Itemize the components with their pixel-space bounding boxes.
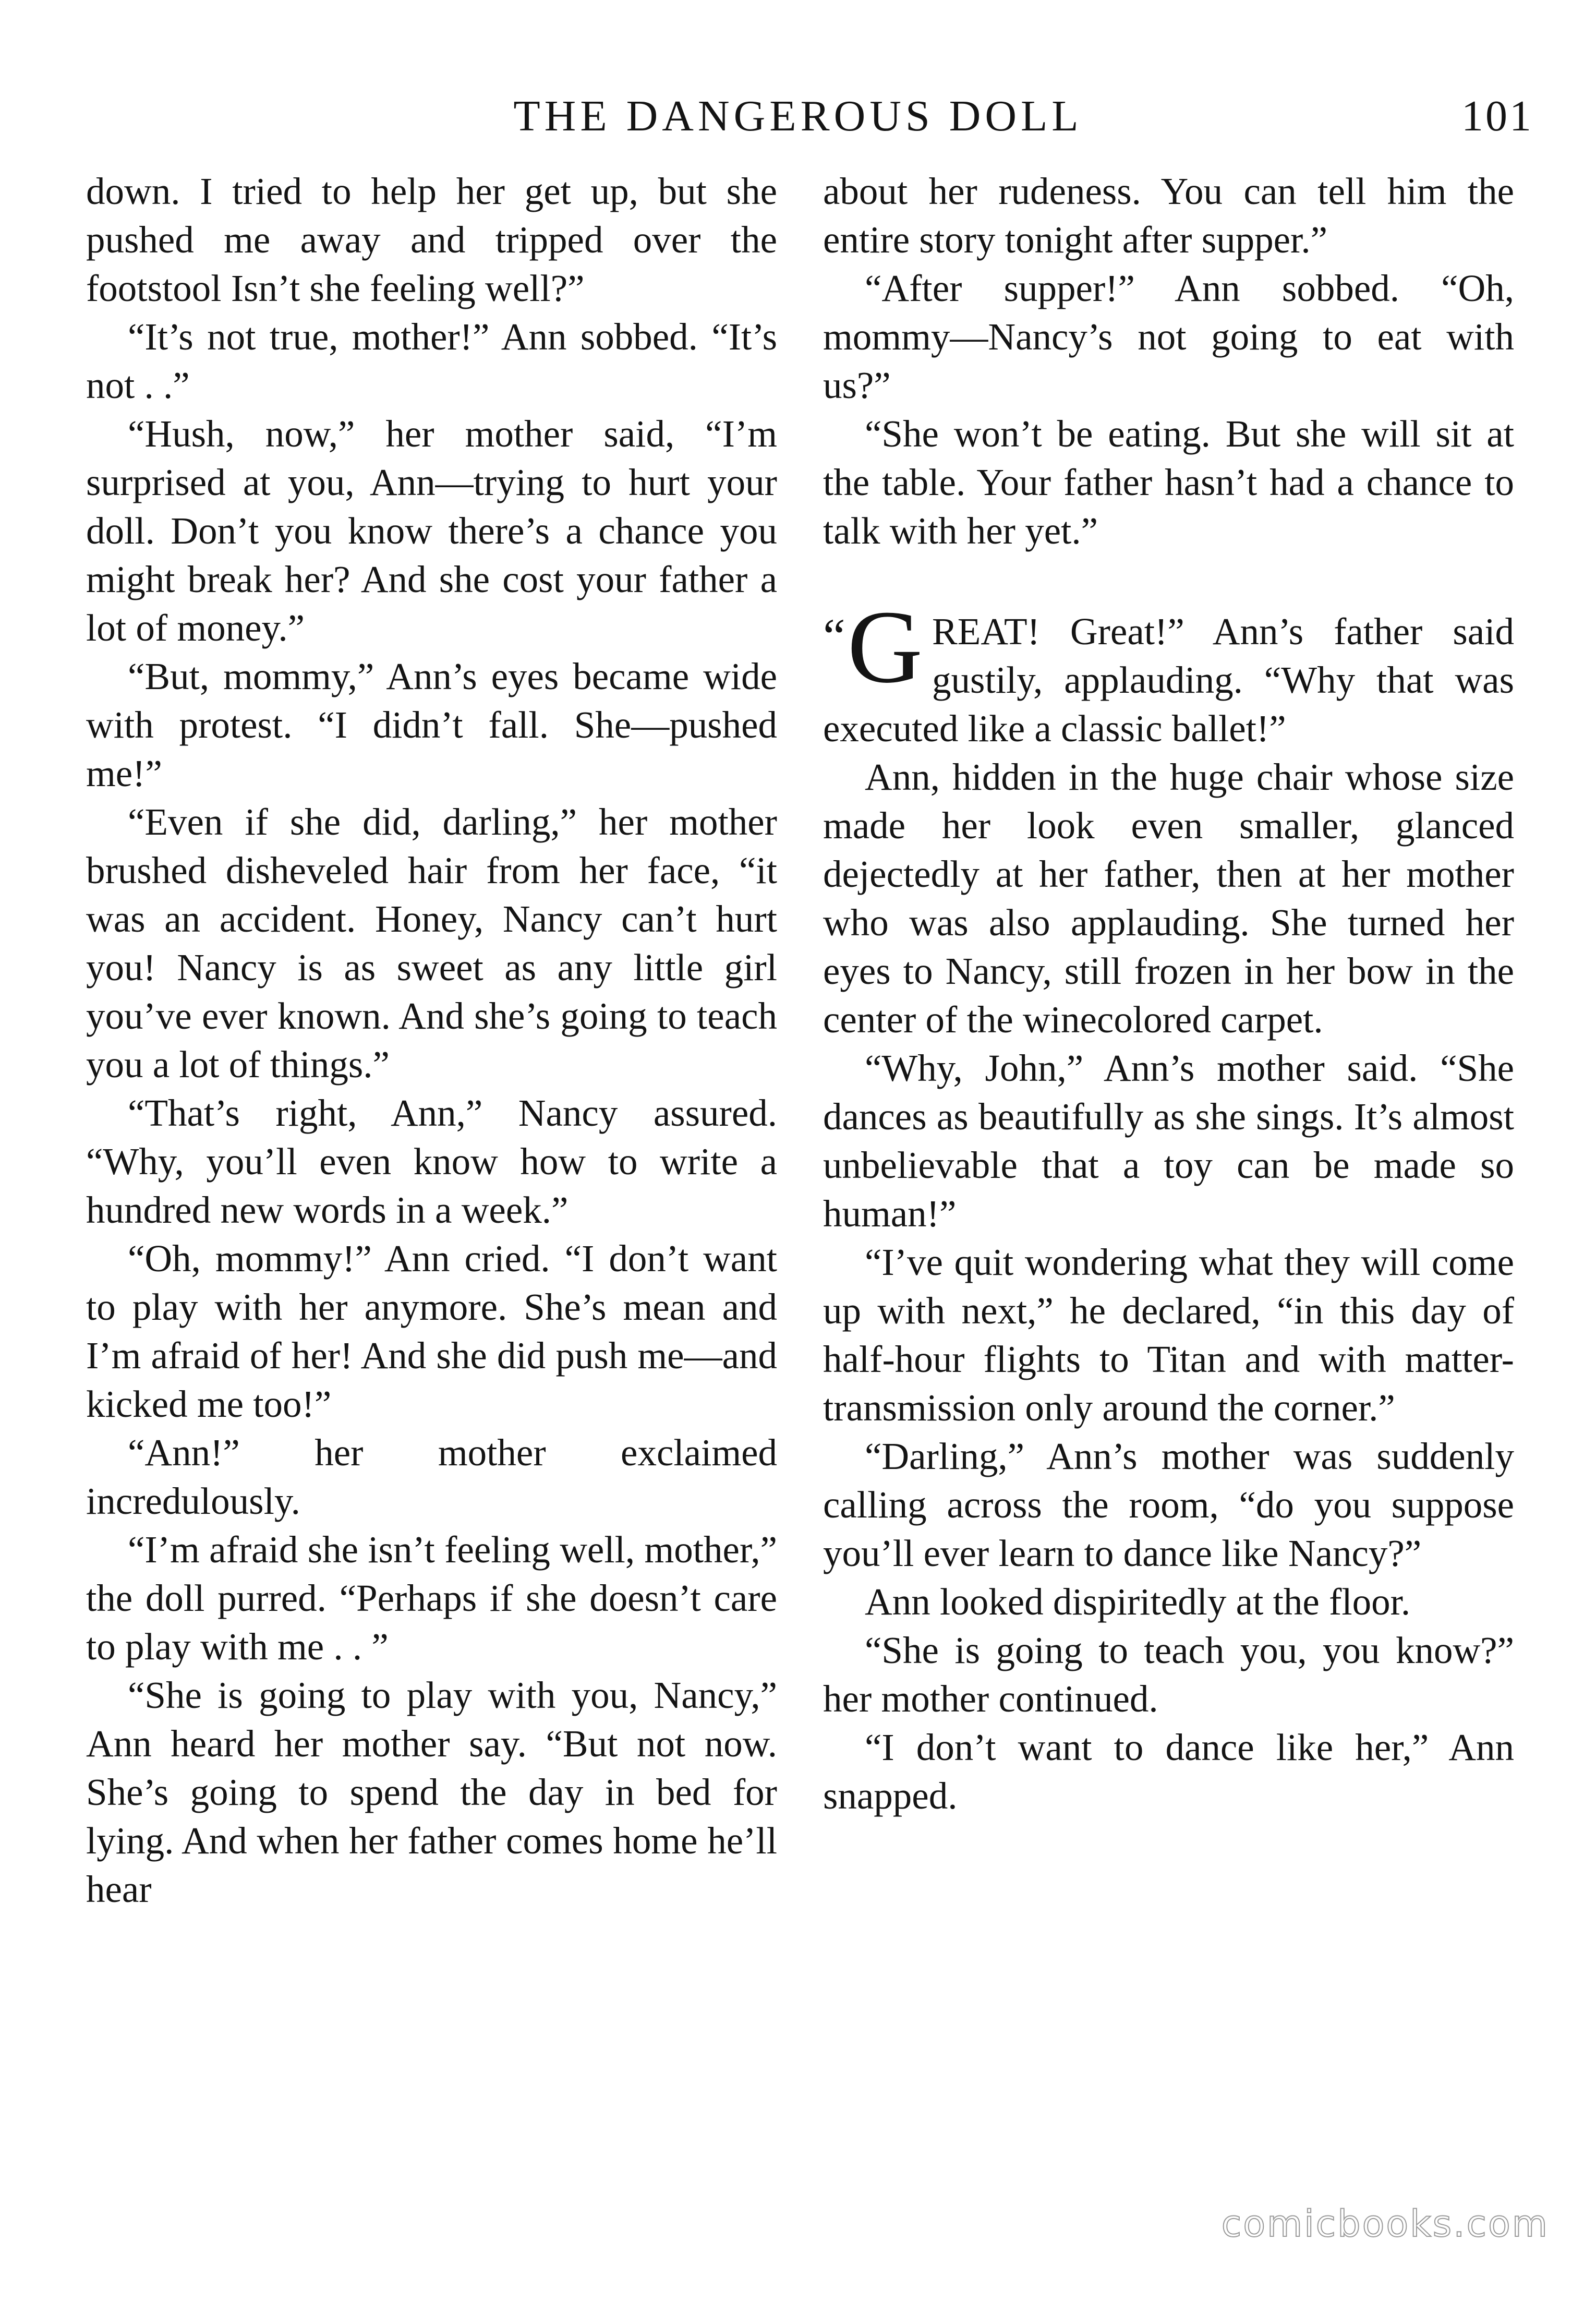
paragraph: “Ann!” her mother exclaimed incredulously. (86, 1431, 777, 1522)
paragraph: Ann, hidden in the huge chair whose size made her look even smaller, glanced dejectedly at her father, then at her mother who was also applauding. She turned her eyes to Nancy, still frozen in her bow in the center of the winecolored carpet. (823, 756, 1514, 1041)
page-number: 101 (1461, 92, 1533, 140)
paragraph: Ann looked dispiritedly at the floor. (865, 1581, 1411, 1623)
section-break (823, 555, 1514, 607)
watermark: comicbooks.com (1221, 2202, 1549, 2245)
paragraph: “I’m afraid she isn’t feeling well, mother,” the doll purred. “Perhaps if she doesn’t care to play with me . . ” (86, 1528, 777, 1668)
paragraph: “She is going to teach you, you know?” her mother continued. (823, 1629, 1514, 1720)
left-column (86, 167, 777, 1913)
paragraph: “But, mommy,” Ann’s eyes became wide with protest. “I didn’t fall. She—pushed me!” (86, 655, 777, 794)
running-header (0, 88, 1596, 145)
paragraph: “After supper!” Ann sobbed. “Oh, mommy—Nancy’s not going to eat with us?” (823, 267, 1514, 406)
paragraph: about her rudeness. You can tell him the entire story tonight after supper.” (823, 170, 1514, 261)
paragraph: “She won’t be eating. But she will sit at the table. Your father hasn’t had a chance to talk with her yet.” (823, 413, 1514, 552)
paragraph: “Why, John,” Ann’s mother said. “She dances as beautifully as she sings. It’s almost unbelievable that a toy can be made so human!” (823, 1047, 1514, 1235)
paragraph: “Darling,” Ann’s mother was suddenly calling across the room, “do you suppose you’ll ever learn to dance like Nancy?” (823, 1435, 1514, 1574)
dropcap-paragraph-text: REAT! Great!” Ann’s father said gustily, applauding. “Why that was executed like a classic ballet!” (823, 610, 1514, 750)
running-title: THE DANGEROUS DOLL (513, 92, 1083, 140)
paragraph: “I don’t want to dance like her,” Ann snapped. (823, 1726, 1514, 1817)
paragraph: “Hush, now,” her mother said, “I’m surprised at you, Ann—trying to hurt your doll. Don’t you know there’s a chance you might break her? And she cost your father a lot of money.” (86, 413, 777, 649)
right-column (823, 167, 1514, 1820)
paragraph: “She is going to play with you, Nancy,” Ann heard her mother say. “But not now. She’s going to spend the day in bed for lying. And when her father comes home he’ll hear (86, 1674, 777, 1910)
paragraph: down. I tried to help her get up, but she pushed me away and tripped over the footstool Isn’t she feeling well?” (86, 170, 777, 309)
paragraph: “It’s not true, mother!” Ann sobbed. “It’s not . .” (86, 316, 777, 406)
dropcap-letter: G (847, 589, 923, 705)
paragraph: “I’ve quit wondering what they will come up with next,” he declared, “in this day of half-hour flights to Titan and with matter-transmission only around the corner.” (823, 1241, 1514, 1429)
dropcap-paragraph (823, 589, 1514, 753)
paragraph: “That’s right, Ann,” Nancy assured. “Why, you’ll even know how to write a hundred new words in a week.” (86, 1092, 777, 1231)
paragraph: “Even if she did, darling,” her mother brushed disheveled hair from her face, “it was an accident. Honey, Nancy can’t hurt you! Nancy is as sweet as any little girl you’ve ever known. And she’s going to teach you a lot of things.” (86, 801, 777, 1086)
dropcap-quote: “ (823, 608, 845, 664)
paragraph: “Oh, mommy!” Ann cried. “I don’t want to play with her anymore. She’s mean and I’m afraid of her! And she did push me—and kicked me too!” (86, 1237, 777, 1425)
